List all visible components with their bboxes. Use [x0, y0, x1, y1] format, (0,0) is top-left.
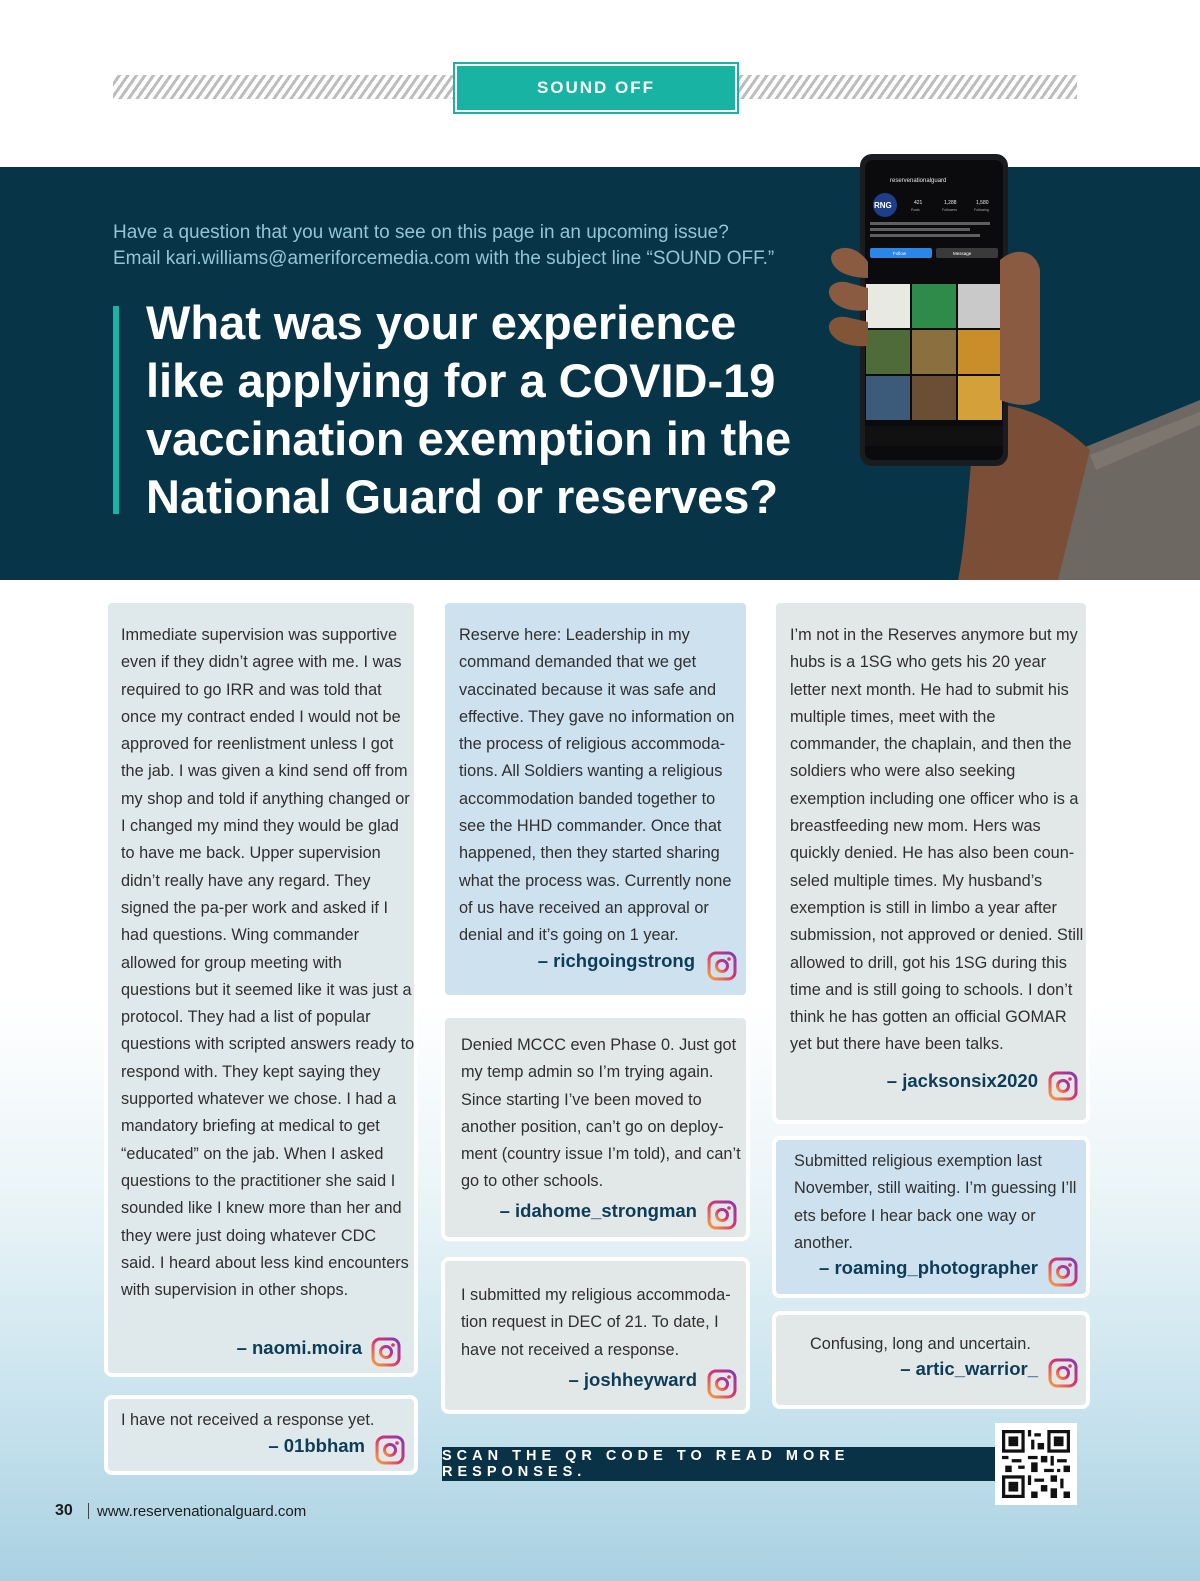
response-text: I’m not in the Reserves anymore but my hubs is a 1SG who gets his 20 year letter next month. He had to submit his multiple times, meet with the commander, the chaplain, and then the soldiers who were also seeking exemption including one officer who is a breastfeeding new mom. Hers was quickly denied. He has also been coun-seled multiple times. My husband’s exemption is still in limbo a year after submission, not approved or denied. Still allowed to drill, got his 1SG during this time and is still going to schools. I don’t think he has gotten an official GOMAR yet but there have been talks.: [790, 626, 1084, 1054]
response-text: Submitted religious exemption last November, still waiting. I’m guessing I’ll ets before I hear back one way or another.: [794, 1152, 1077, 1252]
response-text: Confusing, long and uncertain.: [810, 1335, 1031, 1353]
response-author: – artic_warrior_: [900, 1358, 1038, 1379]
response-card: [772, 1311, 1090, 1409]
response-author: – roaming_photographer: [819, 1257, 1038, 1278]
response-author: – 01bbham: [268, 1435, 365, 1456]
intro-line-1: Have a question that you want to see on this page in an upcoming issue?: [113, 222, 729, 243]
instagram-icon: [371, 1337, 401, 1367]
response-text: I submitted my religious accommoda-tion request in DEC of 21. To date, I have not received a response.: [461, 1286, 731, 1359]
instagram-icon: [1048, 1257, 1078, 1287]
phone-handle: reservenationalguard: [890, 178, 947, 184]
instagram-icon: [375, 1435, 405, 1465]
response-text: I have not received a response yet.: [121, 1411, 375, 1429]
phone-stat-label-posts: Posts: [911, 208, 920, 212]
phone-avatar-text: RNG: [874, 201, 892, 210]
header-hatch-left: [113, 75, 455, 99]
phone-stat-following: 1,580: [976, 200, 989, 206]
response-author: – naomi.moira: [236, 1337, 362, 1358]
page-question: What was your experience like applying for a COVID-19 vaccination exemption in the National Guard or reserves?: [146, 296, 792, 523]
response-text: Reserve here: Leadership in my command demanded that we get vaccinated because it was safe and effective. They gave no information on the process of religious accommoda-tions. All Soldiers wanting a religious accommodation banded together to see the HHD commander. Once that happened, then they started sharing what the process was. Currently none of us have received an approval or denial and it’s going on 1 year.: [459, 626, 735, 945]
response-author: – idahome_strongman: [499, 1200, 697, 1221]
instagram-icon: [1048, 1071, 1078, 1101]
instagram-icon: [707, 1200, 737, 1230]
phone-in-hand-illustration: [828, 150, 1200, 580]
response-text: Denied MCCC even Phase 0. Just got my temp admin so I’m trying again. Since starting I’ve been moved to another position, can’t go on deploy-ment (country issue I’m told), and can’t go to other schools.: [461, 1036, 741, 1191]
response-author: – joshheyward: [568, 1369, 697, 1390]
qr-call-to-action: [442, 1447, 995, 1481]
phone-message-label: Message: [953, 251, 972, 256]
phone-stat-label-followers: Followers: [942, 208, 957, 212]
phone-stat-followers: 1,288: [944, 200, 957, 206]
instagram-icon: [707, 1369, 737, 1399]
response-card: [772, 1136, 1090, 1298]
response-author: – richgoingstrong: [537, 950, 695, 971]
question-accent-bar: [113, 306, 119, 514]
intro-text: [113, 220, 813, 272]
section-label-box: [455, 64, 737, 112]
response-card: [772, 599, 1090, 1124]
header-hatch-right: [737, 75, 1077, 99]
response-text: Immediate supervision was supportive even if they didn’t agree with me. I was required to go IRR and was told that once my contract ended I would not be approved for reenlistment unless I got the jab. I was given a kind send off from my shop and told if anything changed or I changed my mind they would be glad to have me back. Upper supervision didn’t really have any regard. They signed the pa-per work and asked if I had questions. Wing commander allowed for group meeting with questions but it seemed like it was just a protocol. They had a list of popular questions with scripted answers ready to respond with. They kept saying they supported whatever we chose. I had a mandatory briefing at medical to get “educated” on the jab. When I asked questions to the practitioner she said I sounded like I knew more than her and they were just doing whatever CDC said. I heard about less kind encounters with supervision in other shops.: [121, 626, 415, 1300]
response-card: [104, 1395, 418, 1475]
cta-text: SCAN THE QR CODE TO READ MORE RESPONSES.: [442, 1448, 850, 1480]
instagram-icon: [1048, 1358, 1078, 1388]
response-card: [104, 599, 418, 1377]
phone-follow-label: Follow: [893, 251, 907, 256]
qr-code[interactable]: [995, 1423, 1077, 1505]
response-card: [441, 599, 750, 999]
qr-code-icon: [1002, 1430, 1070, 1498]
footer-separator: [88, 1503, 89, 1519]
phone-stat-label-following: Following: [974, 208, 989, 212]
site-url[interactable]: www.reservenationalguard.com: [97, 1503, 307, 1520]
response-card: [441, 1257, 750, 1414]
response-card: [441, 1014, 750, 1241]
phone-stat-posts: 421: [914, 200, 923, 206]
section-label: SOUND OFF: [536, 78, 656, 97]
intro-line-2: Email kari.williams@ameriforcemedia.com with the subject line “SOUND OFF.”: [113, 248, 775, 269]
instagram-icon: [707, 951, 737, 981]
response-author: – jacksonsix2020: [886, 1070, 1038, 1091]
page-number: 30: [55, 1502, 73, 1519]
